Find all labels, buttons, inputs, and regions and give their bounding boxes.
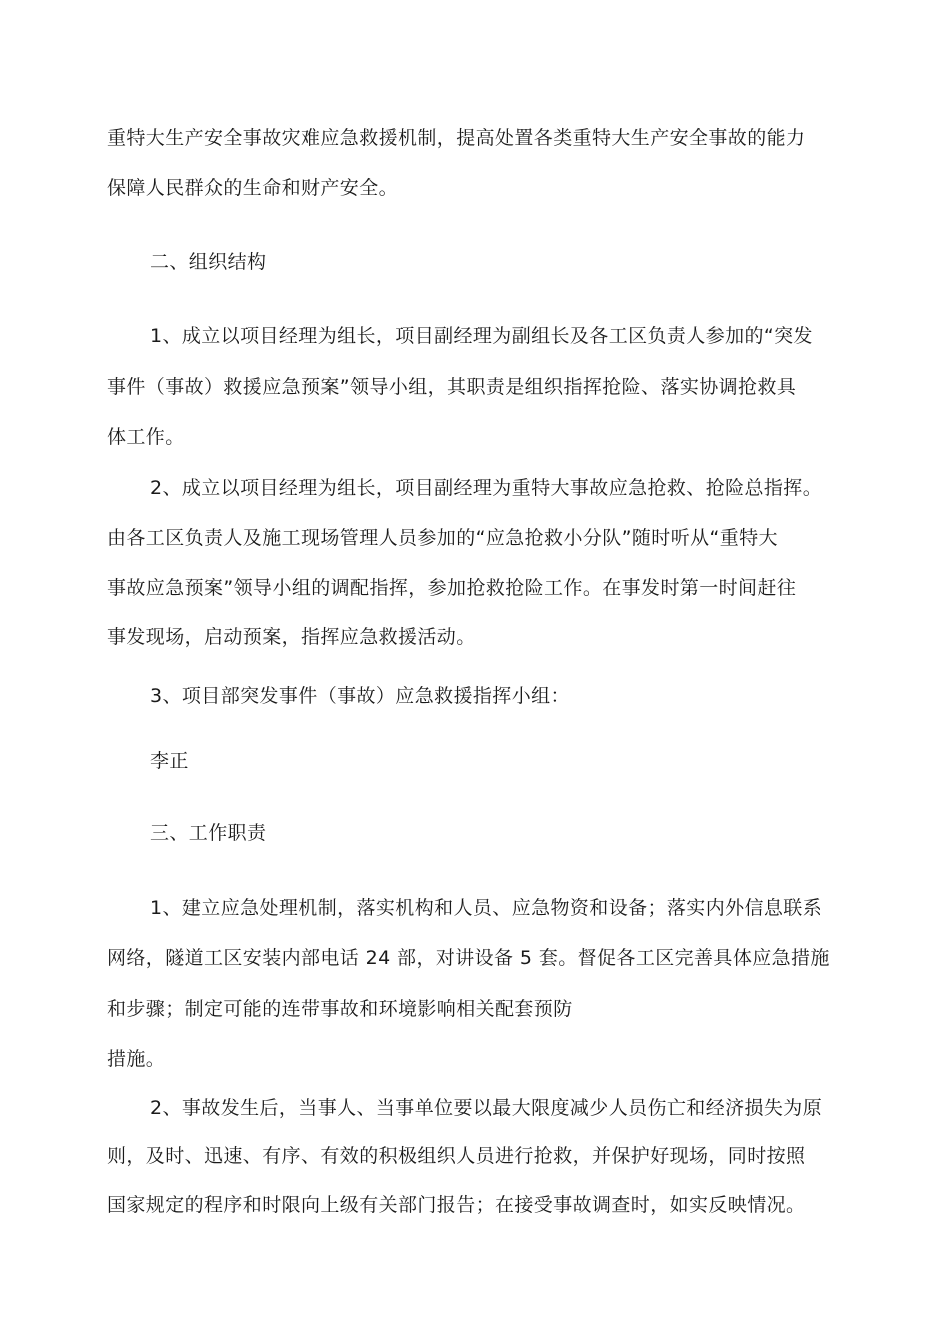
intro-line-2: 保障人民群众的生命和财产安全。 [107, 177, 399, 199]
org-item-2-line-1: 2、成立以项目经理为组长，项目副经理为重特大事故应急抢救、抢险总指挥。 [150, 477, 823, 499]
duty-item-2-line-2: 则，及时、迅速、有序、有效的积极组织人员进行抢救，并保护好现场，同时按照 [107, 1145, 806, 1167]
duty-item-1-line-4: 措施。 [107, 1048, 166, 1070]
intro-line-1: 重特大生产安全事故灾难应急救援机制，提高处置各类重特大生产安全事故的能力 [107, 127, 806, 149]
org-item-2-line-4: 事发现场，启动预案，指挥应急救援活动。 [107, 626, 476, 648]
duty-item-2-line-1: 2、事故发生后，当事人、当事单位要以最大限度减少人员伤亡和经济损失为原 [150, 1097, 823, 1119]
section-heading-organization: 二、组织结构 [150, 251, 267, 273]
duty-item-1-line-3: 和步骤；制定可能的连带事故和环境影响相关配套预防 [107, 998, 573, 1020]
org-item-1-line-2: 事件（事故）救援应急预案”领导小组，其职责是组织指挥抢险、落实协调抢救具 [107, 376, 797, 398]
member-name: 李正 [150, 750, 189, 772]
org-item-2-line-3: 事故应急预案”领导小组的调配指挥，参加抢救抢险工作。在事发时第一时间赶往 [107, 577, 797, 599]
duty-item-1-line-2: 网络，隧道工区安装内部电话 24 部，对讲设备 5 套。督促各工区完善具体应急措施 [107, 947, 830, 969]
org-item-1-line-3: 体工作。 [107, 426, 185, 448]
org-item-2-line-2: 由各工区负责人及施工现场管理人员参加的“应急抢救小分队”随时听从“重特大 [107, 527, 778, 549]
duty-item-1-line-1: 1、建立应急处理机制，落实机构和人员、应急物资和设备；落实内外信息联系 [150, 897, 823, 919]
section-heading-duties: 三、工作职责 [150, 822, 267, 844]
duty-item-2-line-3: 国家规定的程序和时限向上级有关部门报告；在接受事故调查时，如实反映情况。 [107, 1194, 806, 1216]
org-item-1-line-1: 1、成立以项目经理为组长，项目副经理为副组长及各工区负责人参加的“突发 [150, 325, 813, 347]
org-item-3: 3、项目部突发事件（事故）应急救援指挥小组： [150, 685, 570, 707]
